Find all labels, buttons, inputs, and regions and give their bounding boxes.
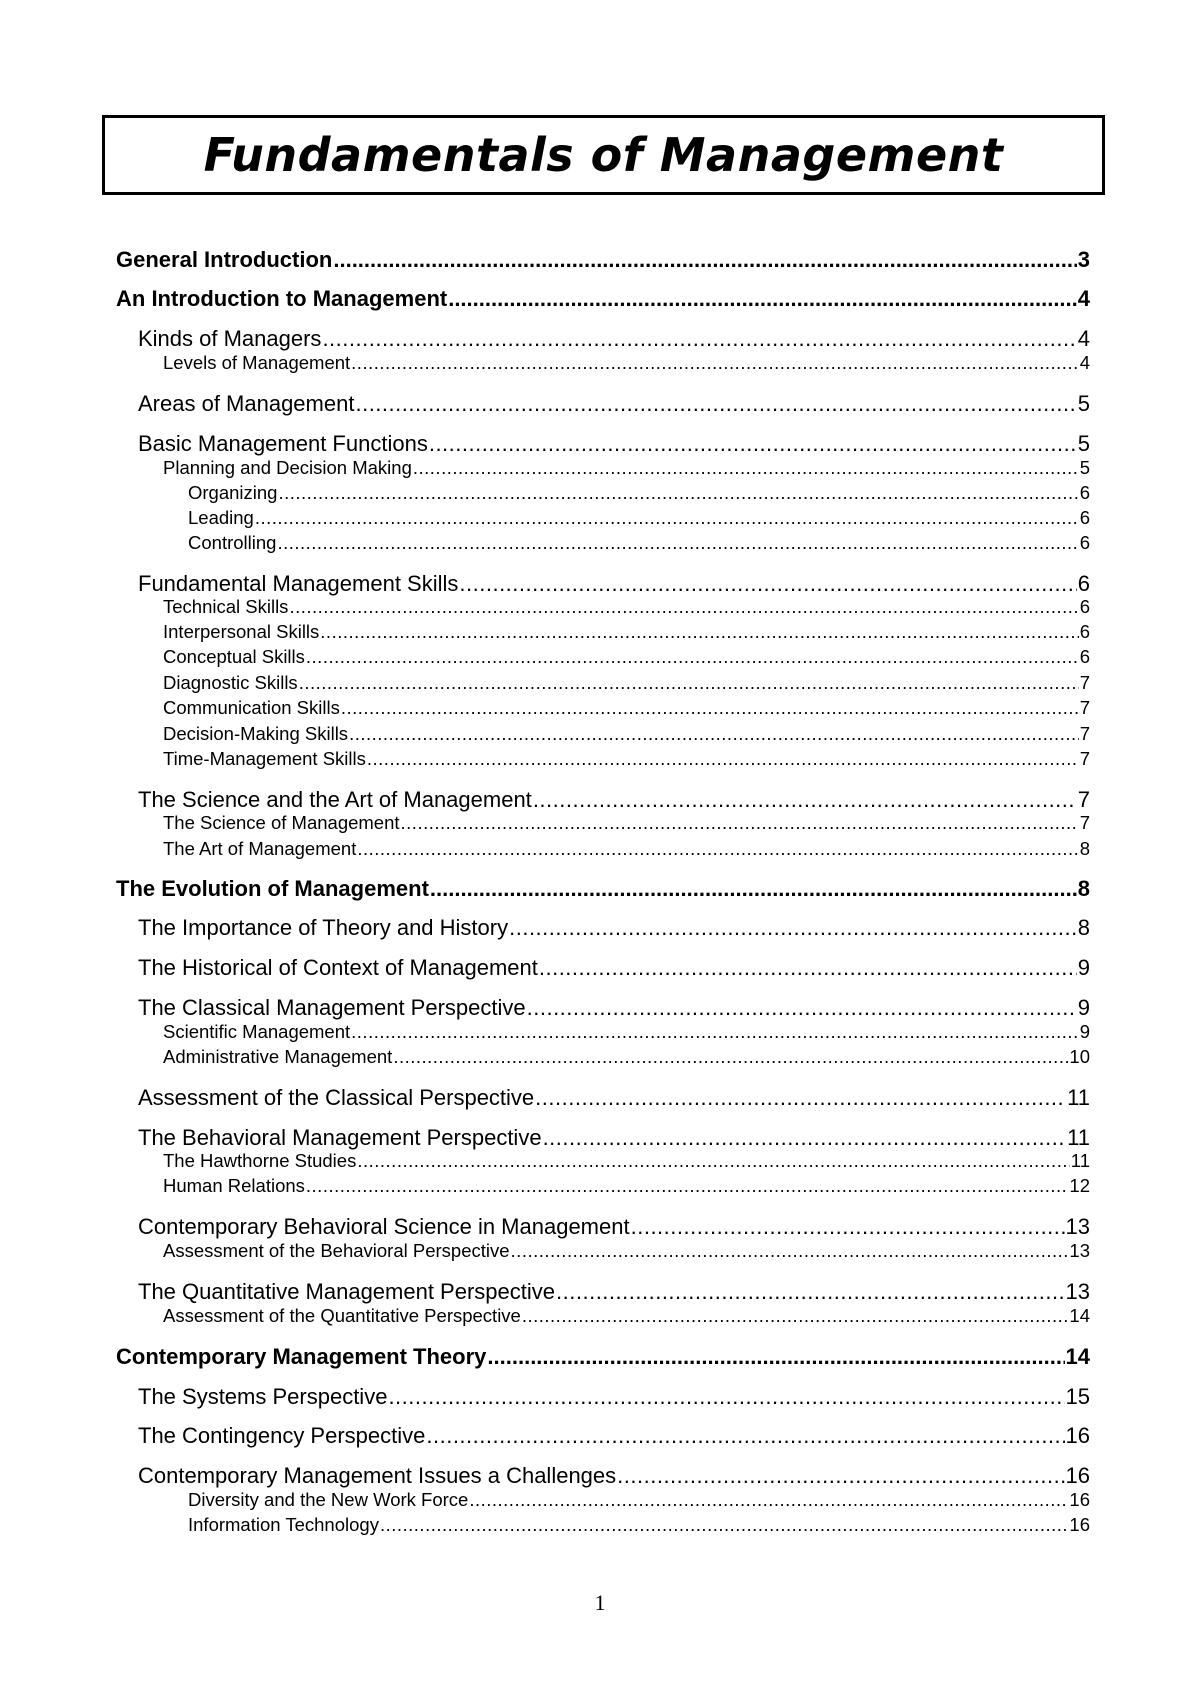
toc-entry-label: The Quantitative Management Perspective	[138, 1279, 556, 1304]
toc-dot-leader	[430, 876, 1077, 902]
toc-dot-leader	[357, 838, 1078, 860]
toc-entry[interactable]	[163, 812, 1090, 834]
toc-entry-page: 5	[1079, 457, 1090, 478]
toc-entry[interactable]	[163, 697, 1090, 719]
toc-entry-page: 16	[1069, 1489, 1090, 1510]
toc-dot-leader	[388, 1384, 1064, 1410]
toc-entry-label: Communication Skills	[163, 697, 340, 718]
toc-entry-label: The Science of Management	[163, 812, 400, 833]
toc-entry-label: Scientific Management	[163, 1021, 351, 1042]
toc-entry[interactable]	[138, 1085, 1090, 1111]
toc-dot-leader	[320, 621, 1078, 643]
toc-entry-label: The Evolution of Management	[116, 876, 429, 901]
toc-dot-leader	[349, 723, 1079, 745]
toc-entry[interactable]	[138, 915, 1090, 941]
toc-entry-label: The Science and the Art of Management	[138, 787, 532, 812]
toc-dot-leader	[299, 672, 1079, 694]
toc-entry-label: Organizing	[188, 482, 278, 503]
toc-entry[interactable]	[138, 431, 1090, 457]
toc-entry[interactable]	[163, 1150, 1090, 1172]
toc-dot-leader	[306, 646, 1079, 668]
toc-entry[interactable]	[163, 1175, 1090, 1197]
toc-entry-label: Conceptual Skills	[163, 646, 305, 667]
toc-entry-page: 13	[1065, 1279, 1090, 1304]
toc-entry-page: 8	[1077, 876, 1090, 901]
toc-entry-label: Administrative Management	[163, 1046, 393, 1067]
toc-dot-leader	[413, 457, 1079, 479]
toc-entry-label: Human Relations	[163, 1175, 305, 1196]
toc-dot-leader	[539, 955, 1077, 981]
toc-entry[interactable]	[163, 1240, 1090, 1262]
toc-dot-leader	[426, 1423, 1064, 1449]
toc-entry-page: 5	[1077, 431, 1090, 456]
toc-entry-page: 15	[1065, 1384, 1090, 1409]
toc-dot-leader	[459, 571, 1076, 597]
toc-entry-label: Information Technology	[188, 1514, 379, 1535]
toc-dot-leader	[487, 1344, 1064, 1370]
toc-entry-page: 14	[1065, 1344, 1090, 1369]
toc-dot-leader	[469, 1489, 1068, 1511]
toc-dot-leader	[277, 532, 1078, 554]
toc-entry-label: Time-Management Skills	[163, 748, 366, 769]
toc-entry[interactable]	[138, 1279, 1090, 1305]
toc-dot-leader	[278, 482, 1078, 504]
toc-entry-page: 4	[1077, 326, 1090, 351]
toc-entry-label: The Hawthorne Studies	[163, 1150, 357, 1171]
toc-entry-page: 9	[1077, 995, 1090, 1020]
toc-entry-label: An Introduction to Management	[116, 286, 448, 311]
toc-entry-label: Technical Skills	[163, 596, 289, 617]
toc-entry-page: 4	[1079, 352, 1090, 373]
toc-entry-page: 7	[1079, 697, 1090, 718]
toc-entry[interactable]	[163, 596, 1090, 618]
toc-entry-page: 4	[1077, 286, 1090, 311]
toc-entry-page: 6	[1079, 482, 1090, 503]
toc-entry[interactable]	[188, 507, 1090, 529]
toc-entry[interactable]	[163, 457, 1090, 479]
toc-entry-label: Kinds of Managers	[138, 326, 322, 351]
toc-dot-leader	[333, 247, 1076, 273]
toc-entry-page: 9	[1079, 1021, 1090, 1042]
toc-dot-leader	[631, 1214, 1065, 1240]
toc-entry-page: 10	[1069, 1046, 1090, 1067]
toc-dot-leader	[543, 1125, 1067, 1151]
toc-dot-leader	[556, 1279, 1065, 1305]
toc-entry-label: General Introduction	[116, 247, 333, 272]
toc-entry[interactable]	[138, 787, 1090, 813]
toc-entry[interactable]	[188, 532, 1090, 554]
toc-entry-page: 7	[1077, 787, 1090, 812]
toc-entry[interactable]	[116, 286, 1090, 312]
document-title: Fundamentals of Management	[203, 128, 1004, 182]
toc-entry-page: 6	[1079, 532, 1090, 553]
toc-entry-page: 13	[1069, 1240, 1090, 1261]
toc-entry-label: The Behavioral Management Perspective	[138, 1125, 542, 1150]
toc-entry-page: 3	[1077, 247, 1090, 272]
toc-entry-label: Assessment of the Classical Perspective	[138, 1085, 535, 1110]
toc-entry[interactable]	[163, 723, 1090, 745]
toc-dot-leader	[351, 1021, 1079, 1043]
toc-entry[interactable]	[116, 247, 1090, 273]
toc-dot-leader	[533, 787, 1077, 813]
toc-entry[interactable]	[188, 1514, 1090, 1536]
toc-dot-leader	[429, 431, 1077, 457]
toc-dot-leader	[448, 286, 1077, 312]
toc-entry-page: 14	[1069, 1305, 1090, 1326]
toc-entry-label: Controlling	[188, 532, 277, 553]
toc-entry-page: 5	[1077, 391, 1090, 416]
toc-entry-page: 11	[1067, 1125, 1090, 1150]
toc-entry[interactable]	[138, 1384, 1090, 1410]
toc-dot-leader	[255, 507, 1079, 529]
toc-entry[interactable]	[163, 621, 1090, 643]
toc-entry-page: 16	[1065, 1463, 1090, 1488]
toc-entry[interactable]	[138, 1214, 1090, 1240]
toc-entry-page: 6	[1079, 596, 1090, 617]
toc-entry-page: 16	[1065, 1423, 1090, 1448]
toc-dot-leader	[522, 1305, 1069, 1327]
toc-entry-page: 12	[1069, 1175, 1090, 1196]
toc-entry-label: Leading	[188, 507, 254, 528]
toc-entry[interactable]	[138, 1125, 1090, 1151]
toc-entry-page: 8	[1077, 915, 1090, 940]
toc-entry-page: 6	[1079, 507, 1090, 528]
toc-entry[interactable]	[163, 646, 1090, 668]
toc-dot-leader	[351, 352, 1079, 374]
toc-entry-label: Assessment of the Quantitative Perspective	[163, 1305, 521, 1326]
toc-entry-label: Contemporary Behavioral Science in Management	[138, 1214, 630, 1239]
toc-entry-page: 9	[1077, 955, 1090, 980]
toc-entry-page: 6	[1077, 571, 1090, 596]
toc-entry-label: The Historical of Context of Management	[138, 955, 538, 980]
toc-dot-leader	[401, 812, 1079, 834]
toc-entry[interactable]	[138, 1463, 1090, 1489]
toc-dot-leader	[511, 1240, 1069, 1262]
toc-dot-leader	[322, 326, 1076, 352]
toc-entry-label: Diagnostic Skills	[163, 672, 298, 693]
toc-dot-leader	[509, 915, 1077, 941]
toc-entry-label: Basic Management Functions	[138, 431, 428, 456]
toc-entry-page: 8	[1079, 838, 1090, 859]
toc-dot-leader	[380, 1514, 1068, 1536]
toc-dot-leader	[617, 1463, 1064, 1489]
toc-entry-page: 11	[1070, 1150, 1090, 1171]
toc-dot-leader	[367, 748, 1079, 770]
toc-entry-label: Interpersonal Skills	[163, 621, 320, 642]
toc-entry-label: The Classical Management Perspective	[138, 995, 526, 1020]
toc-entry-label: The Importance of Theory and History	[138, 915, 509, 940]
toc-entry-label: Contemporary Management Issues a Challenges	[138, 1463, 617, 1488]
toc-entry[interactable]	[188, 1489, 1090, 1511]
toc-entry[interactable]	[138, 326, 1090, 352]
toc-entry-page: 7	[1079, 748, 1090, 769]
toc-dot-leader	[393, 1046, 1068, 1068]
toc-entry-label: Levels of Management	[163, 352, 351, 373]
toc-entry[interactable]	[163, 1046, 1090, 1068]
toc-entry-page: 11	[1067, 1085, 1090, 1110]
toc-entry[interactable]	[163, 352, 1090, 374]
toc-entry-page: 13	[1065, 1214, 1090, 1239]
toc-entry-label: Decision-Making Skills	[163, 723, 349, 744]
toc-entry-page: 6	[1079, 646, 1090, 667]
toc-entry-label: Contemporary Management Theory	[116, 1344, 487, 1369]
toc-entry[interactable]	[116, 1344, 1090, 1370]
toc-entry[interactable]	[163, 1021, 1090, 1043]
toc-dot-leader	[527, 995, 1077, 1021]
toc-entry-label: The Art of Management	[163, 838, 357, 859]
toc-entry[interactable]	[163, 1305, 1090, 1327]
toc-entry[interactable]	[163, 748, 1090, 770]
toc-dot-leader	[306, 1175, 1069, 1197]
toc-entry[interactable]	[138, 955, 1090, 981]
toc-entry-page: 7	[1079, 812, 1090, 833]
toc-entry-label: Assessment of the Behavioral Perspective	[163, 1240, 510, 1261]
toc-dot-leader	[357, 1150, 1069, 1172]
toc-entry-label: Areas of Management	[138, 391, 355, 416]
toc-dot-leader	[535, 1085, 1066, 1111]
toc-entry-page: 7	[1079, 672, 1090, 693]
toc-entry-label: The Systems Perspective	[138, 1384, 388, 1409]
toc-entry[interactable]	[188, 482, 1090, 504]
toc-entry[interactable]	[116, 876, 1090, 902]
toc-entry[interactable]	[163, 672, 1090, 694]
toc-entry[interactable]	[138, 995, 1090, 1021]
toc-entry-label: Planning and Decision Making	[163, 457, 412, 478]
toc-dot-leader	[355, 391, 1076, 417]
toc-entry-page: 7	[1079, 723, 1090, 744]
toc-entry-label: Diversity and the New Work Force	[188, 1489, 469, 1510]
toc-dot-leader	[289, 596, 1078, 618]
toc-entry-page: 6	[1079, 621, 1090, 642]
toc-entry[interactable]	[138, 571, 1090, 597]
toc-entry[interactable]	[138, 391, 1090, 417]
page-number: 1	[594, 1590, 606, 1615]
toc-entry-label: Fundamental Management Skills	[138, 571, 459, 596]
toc-entry-page: 16	[1069, 1514, 1090, 1535]
toc-entry-label: The Contingency Perspective	[138, 1423, 426, 1448]
toc-entry[interactable]	[163, 838, 1090, 860]
document-title-box	[102, 115, 1105, 195]
toc-entry[interactable]	[138, 1423, 1090, 1449]
toc-dot-leader	[341, 697, 1079, 719]
